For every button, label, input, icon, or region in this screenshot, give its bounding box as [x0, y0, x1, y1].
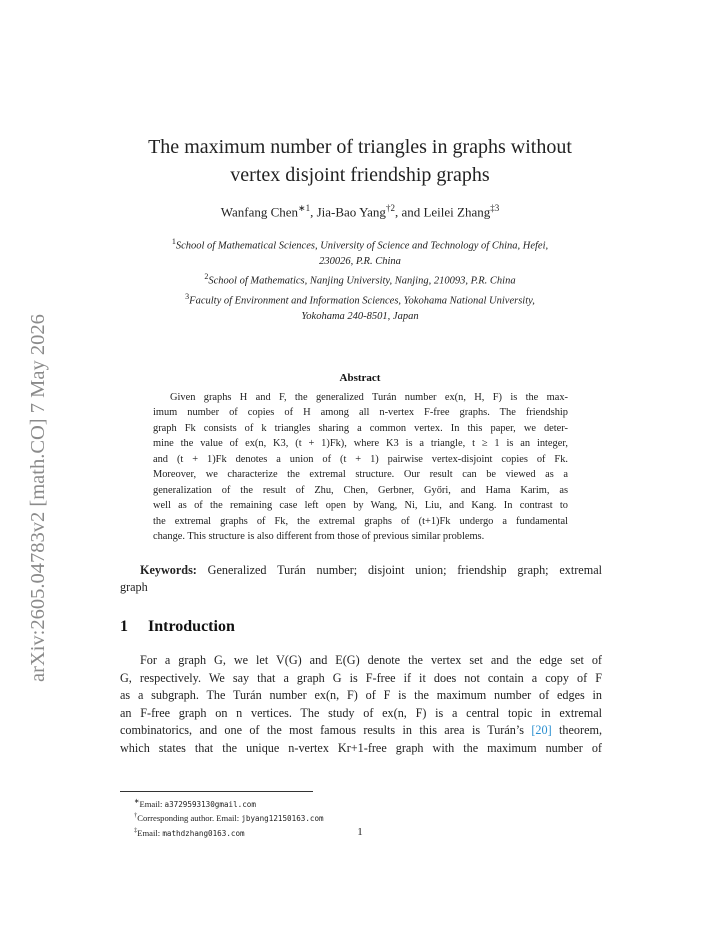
affiliation-mark: 1	[171, 237, 176, 246]
author-mark: †2	[385, 203, 395, 213]
abstract-line: mine the value of ex(n, K3, (t + 1)Fk), where K3 is a triangle, t ≥ 1 is an integer,	[153, 438, 568, 450]
title-line-2: vertex disjoint friendship graphs	[230, 164, 490, 186]
footnote	[134, 796, 324, 810]
footnote-label: Corresponding author. Email:	[137, 813, 242, 824]
affiliation-mark: 2	[204, 272, 209, 282]
abstract-line: Given graphs H and F, the generalized Turán number ex(n, H, F) is the max-	[170, 392, 568, 403]
abstract-line: graph Fk consists of k triangles sharing a common vertex. In this paper, we deter-	[153, 422, 568, 434]
author-separator: ,	[310, 204, 317, 220]
author-mark: ‡3	[490, 203, 500, 213]
affiliations	[120, 234, 600, 325]
author-name: Jia-Bao Yang	[316, 204, 386, 220]
citation-link[interactable]: [20]	[531, 723, 552, 738]
author-mark: ∗1	[298, 203, 311, 213]
intro-line	[120, 722, 602, 740]
footnote-email: jbyang12150163.com	[241, 814, 324, 824]
intro-line: which states that the unique n-vertex Kr+1-free graph with the maximum number of	[120, 740, 602, 755]
page-number: 1	[357, 826, 363, 838]
abstract-body	[153, 390, 568, 545]
abstract-heading: Abstract	[339, 372, 381, 384]
intro-line: an F-free graph on n vertices. The study of ex(n, F) is a central topic in extremal	[120, 705, 602, 720]
arxiv-stamp-text: arXiv:2605.04783v2 [math.CO] 7 May 2026	[27, 314, 49, 682]
keywords-line: graph	[120, 580, 148, 594]
author-name: Wanfang Chen	[220, 204, 299, 220]
keywords-text: Generalized Turán number; disjoint union; friendship graph; extremal	[196, 563, 602, 577]
author-name: Leilei Zhang	[423, 204, 491, 220]
title-line-1: The maximum number of triangles in graphs without	[148, 136, 572, 158]
affiliation-3-cont: Yokohama 240-8501, Japan	[301, 311, 419, 323]
affiliation-mark: 3	[185, 292, 190, 302]
affiliation-1-cont: 230026, P.R. China	[319, 255, 401, 267]
footnote-email: mathdzhang0163.com	[162, 828, 245, 838]
affiliation-2	[120, 269, 600, 289]
keywords	[120, 562, 602, 596]
section-heading	[120, 618, 235, 636]
abstract-line: the extremal graphs of Fk, the extremal graphs of (t+1)Fk undergo a fundamental	[153, 515, 568, 527]
paper-title	[0, 133, 720, 189]
affiliation-text: School of Mathematics, Nanjing University, Nanjing, 210093, P.R. China	[208, 275, 516, 287]
abstract-line: change. This structure is also different from those of previous similar problems.	[153, 531, 485, 543]
arxiv-side-stamp	[14, 246, 54, 686]
footnote-rule	[120, 791, 313, 792]
introduction-body	[120, 652, 602, 758]
section-number: 1	[120, 618, 128, 635]
keywords-line	[120, 562, 602, 579]
author-separator: , and	[394, 204, 424, 220]
intro-line-text: combinatorics, and one of the most famous results in this area is Turán’s	[120, 723, 532, 738]
footnote	[134, 810, 324, 824]
affiliation-text: School of Mathematical Sciences, University of Science and Technology of China, Hefei,	[175, 240, 549, 252]
footnote-label: Email:	[139, 798, 165, 809]
author-list	[0, 203, 720, 220]
footnote-mark: ∗	[134, 798, 140, 805]
abstract-line: imum number of copies of H among all n-vertex F-free graphs. The friendship	[153, 407, 568, 419]
intro-line-text: theorem,	[551, 723, 602, 738]
affiliation-text: Faculty of Environment and Information Sciences, Yokohama National University,	[189, 295, 535, 307]
abstract-line: and (t + 1)Fk denotes a union of (t + 1) pairwise vertex-disjoint copies of Fk.	[153, 453, 568, 465]
affiliation-1	[120, 234, 600, 254]
affiliation-3	[120, 289, 600, 309]
intro-line: as a subgraph. The Turán number ex(n, F) of F is the maximum number of edges in	[120, 688, 602, 703]
abstract-line: well as of the remaining case left open by Wang, Ni, Liu, and Kang. In contrast to	[153, 500, 568, 512]
intro-line: For a graph G, we let V(G) and E(G) denote the vertex set and the edge set of	[140, 653, 602, 667]
intro-line: G, respectively. We say that a graph G is F-free if it does not contain a copy of F	[120, 670, 602, 685]
footnote-email: a3729593130gmail.com	[164, 799, 256, 809]
footnote-label: Email:	[137, 827, 163, 838]
footnote-mark: ‡	[134, 826, 138, 834]
footnote-mark: †	[134, 812, 138, 820]
keywords-label: Keywords:	[140, 563, 197, 577]
abstract-line: Moreover, we characterize the extremal structure. Our result can be viewed as a	[153, 469, 568, 481]
abstract-line: generalization of the result of Zhu, Chen, Gerbner, Győri, and Hama Karim, as	[153, 484, 568, 496]
section-title: Introduction	[148, 618, 235, 635]
